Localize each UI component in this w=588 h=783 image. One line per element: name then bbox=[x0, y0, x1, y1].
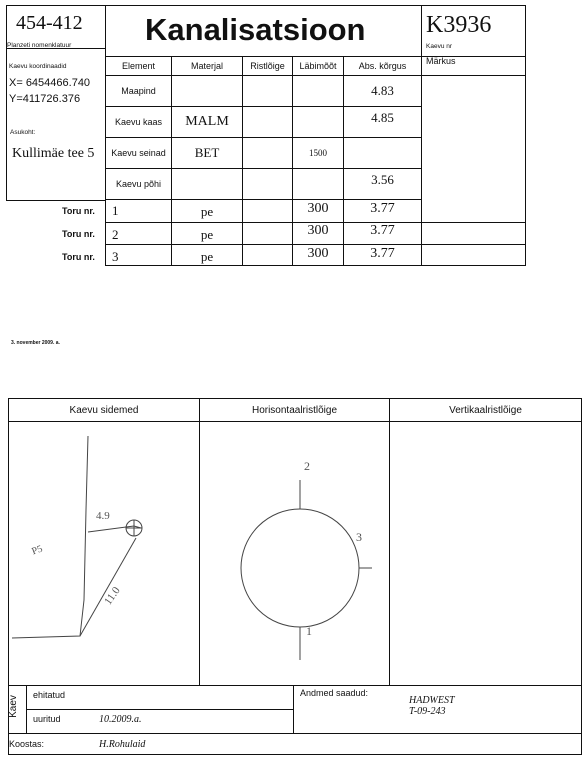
pipe-no: 1 bbox=[112, 203, 119, 218]
data-from-value: HADWEST bbox=[409, 695, 455, 706]
address: Kullimäe tee 5 bbox=[12, 146, 95, 161]
row-height: 4.85 bbox=[371, 110, 394, 125]
row-element: Kaevu põhi bbox=[115, 179, 162, 189]
col-header-cross: Ristlõige bbox=[250, 61, 285, 71]
sketch-col-title: Vertikaalristlõige bbox=[449, 404, 522, 416]
built-label: ehitatud bbox=[33, 690, 66, 700]
data-from-ref: T-09-243 bbox=[409, 706, 446, 717]
author-value: H.Rohulaid bbox=[99, 739, 146, 750]
row-material: BET bbox=[194, 145, 220, 160]
col-header-material: Materjal bbox=[190, 61, 223, 71]
pipe-diameter: 300 bbox=[307, 201, 329, 216]
sheet-code: 454-412 bbox=[16, 12, 83, 34]
surveyed-value: 10.2009.a. bbox=[99, 714, 142, 725]
pipe-material: pe bbox=[200, 227, 214, 242]
pipe-height: 3.77 bbox=[370, 246, 395, 261]
well-id-label: Kaevu nr bbox=[426, 43, 453, 50]
coord-x: X= 6454466.740 bbox=[9, 77, 91, 89]
row-material: MALM bbox=[185, 114, 229, 129]
row-diameter: 1500 bbox=[309, 148, 327, 158]
author-label: Koostas: bbox=[9, 739, 45, 749]
pipe-label: Toru nr. bbox=[62, 252, 95, 262]
row-element: Kaevu kaas bbox=[114, 117, 163, 127]
pipe-label: Toru nr. bbox=[62, 229, 95, 239]
sheet-code-label: Planzeti nomenklatuur bbox=[7, 42, 72, 49]
pipe-height: 3.77 bbox=[370, 201, 395, 216]
sketch-note-distance: 11.0 bbox=[102, 584, 123, 608]
pipe-marker: 3 bbox=[356, 530, 362, 544]
address-label: Asukoht: bbox=[10, 129, 36, 136]
well-id: K3936 bbox=[426, 12, 492, 38]
sketch-col-title: Kaevu sidemed bbox=[69, 404, 139, 416]
pipe-label: Toru nr. bbox=[62, 206, 95, 216]
pipe-marker: 2 bbox=[304, 459, 310, 473]
pipe-material: pe bbox=[200, 249, 214, 264]
surveyed-label: uuritud bbox=[33, 714, 61, 724]
pipe-diameter: 300 bbox=[307, 246, 329, 261]
page-title: Kanalisatsioon bbox=[145, 12, 366, 47]
sketch-col-title: Horisontaalristlõige bbox=[251, 404, 338, 416]
row-height: 3.56 bbox=[371, 172, 394, 187]
pipe-no: 2 bbox=[112, 227, 119, 242]
pipe-no: 3 bbox=[112, 249, 119, 264]
date-stamp: 3. november 2009. a. bbox=[11, 340, 60, 346]
row-element: Kaevu seinad bbox=[111, 148, 166, 158]
coords-label: Kaevu koordinaadid bbox=[9, 63, 67, 70]
pipe-marker: 1 bbox=[306, 624, 312, 638]
pipe-height: 3.77 bbox=[370, 223, 395, 238]
pipe-material: pe bbox=[200, 204, 214, 219]
col-header-element: Element bbox=[121, 61, 156, 71]
pipe-diameter: 300 bbox=[307, 223, 329, 238]
coord-y: Y=411726.376 bbox=[9, 93, 81, 105]
row-height: 4.83 bbox=[371, 83, 394, 98]
sketch-note-p5: P5 bbox=[30, 543, 45, 558]
sketch-note-distance: 4.9 bbox=[96, 510, 110, 522]
footer-side-label: Kaev bbox=[7, 695, 19, 718]
col-header-height: Abs. kõrgus bbox=[358, 61, 407, 71]
col-header-notes: Märkus bbox=[426, 56, 456, 66]
row-element: Maapind bbox=[121, 86, 156, 96]
col-header-diameter: Läbimõõt bbox=[299, 61, 337, 71]
data-from-label: Andmed saadud: bbox=[300, 688, 369, 698]
